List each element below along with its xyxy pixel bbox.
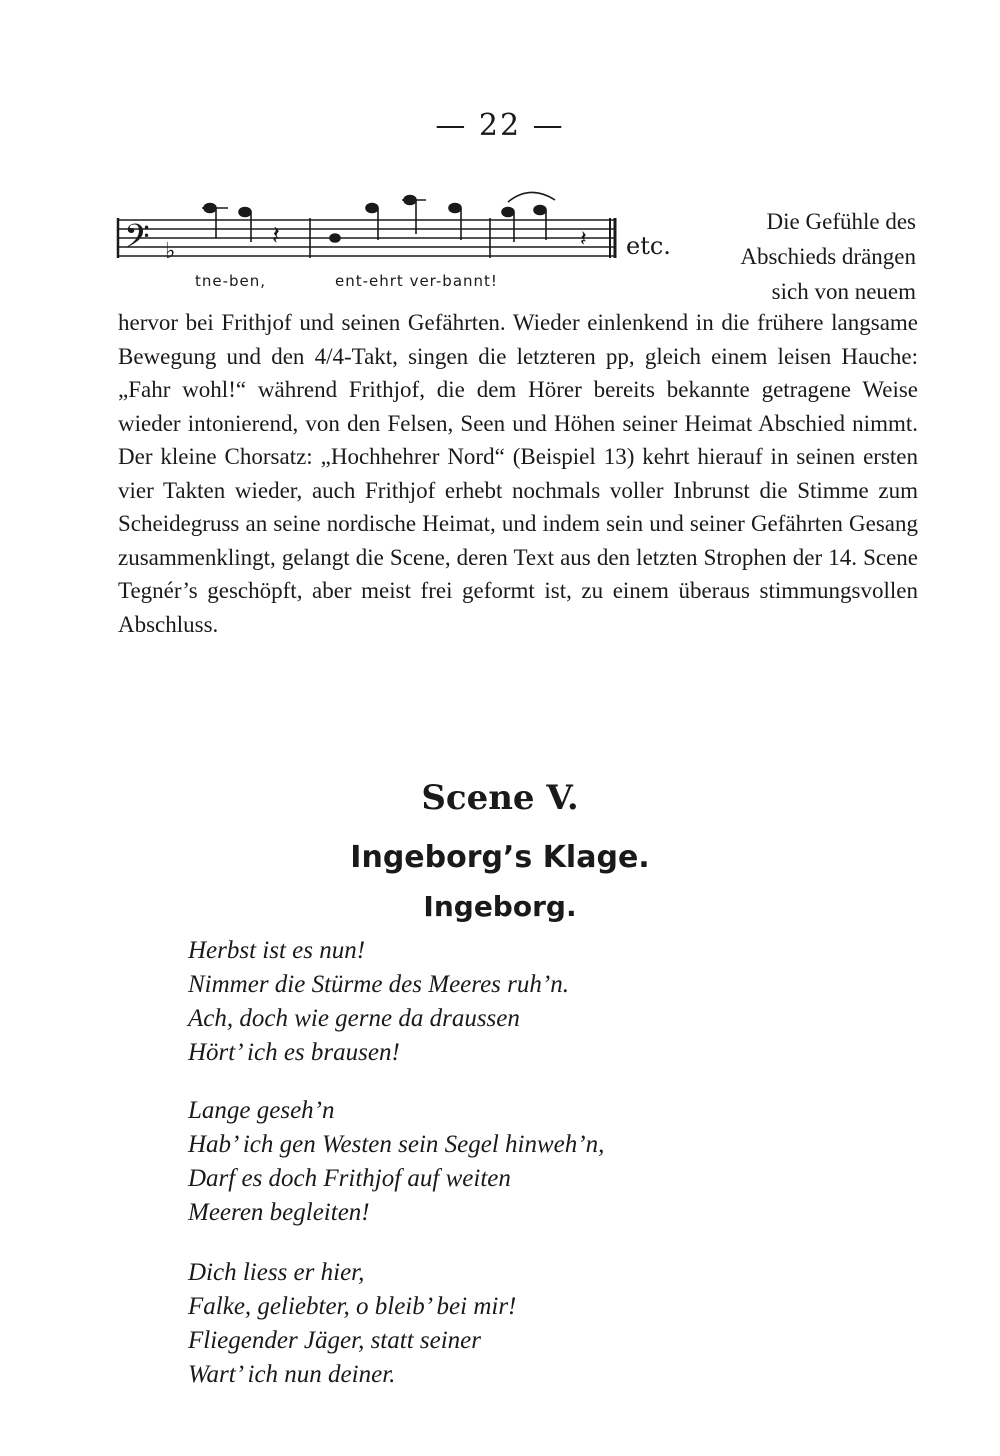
poem-line: Fliegender Jäger, statt seiner — [188, 1327, 481, 1354]
page-number: — 22 — — [435, 108, 565, 143]
scene-title: Ingeborg’s Klage. — [350, 840, 650, 875]
flat-icon: ♭ — [165, 239, 176, 264]
poem-line: Ach, doch wie gerne da draussen — [188, 1005, 520, 1032]
lyric-2: ent-ehrt ver-bannt! — [335, 272, 498, 290]
music-staff — [110, 178, 630, 278]
poem-line: Nimmer die Stürme des Meeres ruh’n. — [188, 971, 569, 998]
side-text — [676, 204, 916, 309]
svg-text:𝄽: 𝄽 — [580, 227, 587, 252]
poem-line: Hört’ ich es brausen! — [188, 1039, 400, 1066]
poem-stanza-1 — [188, 934, 888, 1070]
poem-stanza-2 — [188, 1094, 888, 1230]
bass-clef-icon: 𝄢 — [124, 218, 150, 264]
side-line-3: sich von neuem — [771, 279, 916, 304]
scene-heading: Scene V. — [421, 778, 579, 818]
svg-text:𝄽: 𝄽 — [272, 221, 280, 251]
side-line-1: Die Gefühle des — [766, 209, 916, 234]
poem-line: Hab’ ich gen Westen sein Segel hinweh’n, — [188, 1131, 605, 1158]
body-paragraph — [118, 306, 918, 641]
poem-line: Dich liess er hier, — [188, 1259, 365, 1286]
poem-line: Darf es doch Frithjof auf weiten — [188, 1165, 511, 1192]
poem-line: Herbst ist es nun! — [188, 937, 366, 964]
poem-line: Lange geseh’n — [188, 1097, 335, 1124]
lyric-1: tne-ben, — [195, 272, 267, 290]
music-etc: etc. — [626, 232, 671, 260]
character-name: Ingeborg. — [423, 890, 577, 923]
poem-line: Falke, geliebter, o bleib’ bei mir! — [188, 1293, 517, 1320]
poem-line: Wart’ ich nun deiner. — [188, 1361, 396, 1388]
body-text: hervor bei Frithjof und seinen Gefährten. Wieder einlenkend in die frühere langsame Bewegung und den 4/4-Takt, singen die letzteren pp, gleich einem leisen Hauche: „Fahr wohl!“ während Frithjof, die dem Hörer bereits bekannte getragene Weise wieder intonierend, von den Felsen, Seen und Höhen seiner Heimat Abschied nimmt. Der kleine Chorsatz: „Hochhehrer Nord“ (Beispiel 13) kehrt hierauf in seinen ersten vier Takten wieder, auch Frithjof erhebt nochmals voller Inbrunst die Stimme zum Scheidegruss an seine nordische Heimat, und indem sein und seiner Gefährten Gesang zusammenklingt, gelangt die Scene, deren Text aus den letzten Strophen der 14. Scene Tegnér’s geschöpft, aber meist frei geformt ist, zu einem überaus stimmungsvollen Abschluss. — [118, 310, 918, 637]
side-line-2: Abschieds drängen — [740, 244, 916, 269]
poem-stanza-3 — [188, 1256, 888, 1392]
poem-line: Meeren begleiten! — [188, 1199, 370, 1226]
